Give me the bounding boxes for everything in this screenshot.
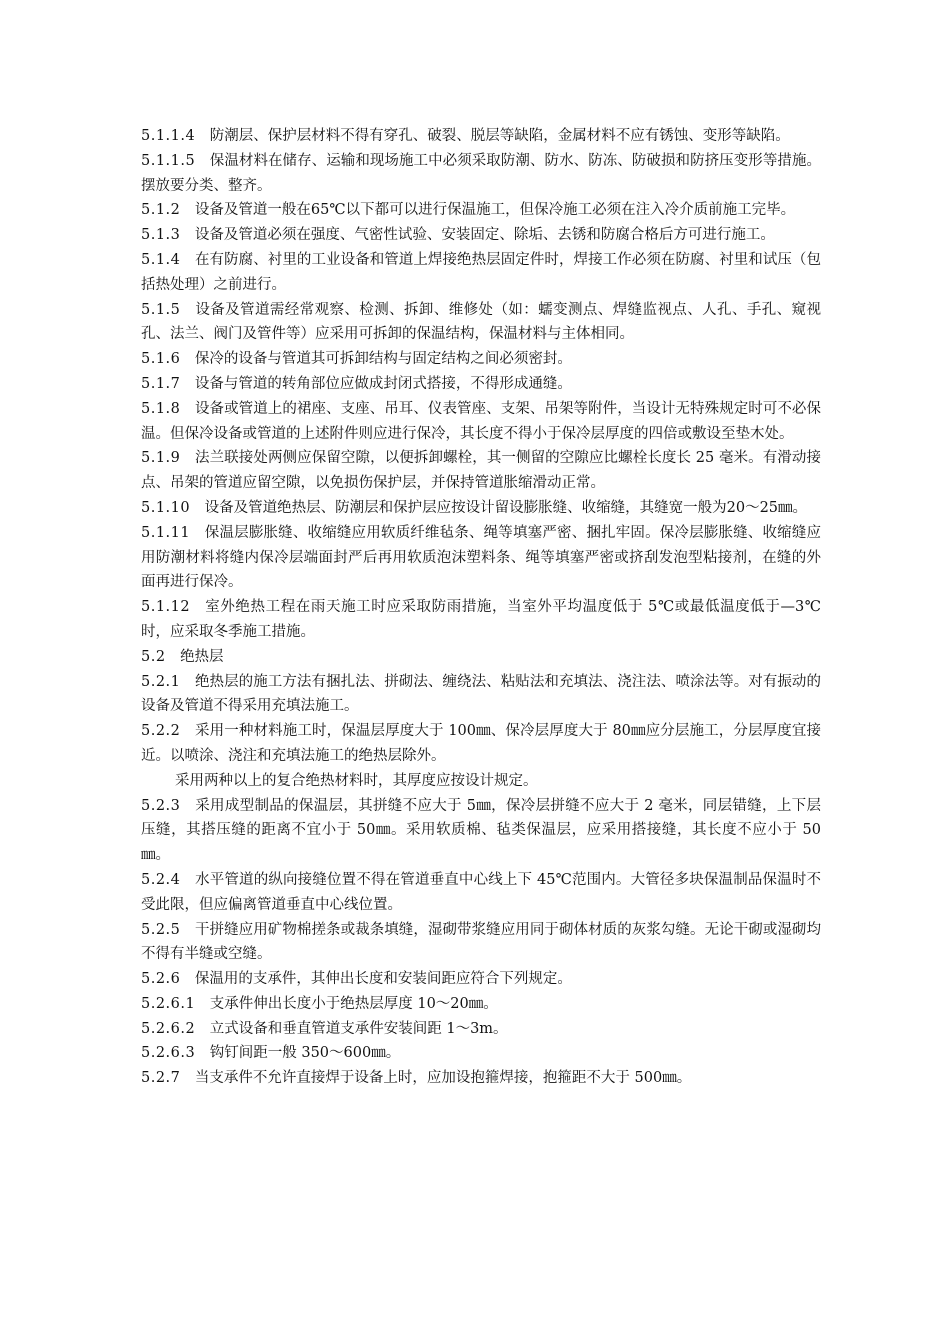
clause-paragraph xyxy=(141,223,821,248)
clause-number: 5.1.9 xyxy=(141,450,181,467)
clause-number: 5.1.5 xyxy=(141,301,181,318)
clause-paragraph xyxy=(141,124,821,149)
clause-number: 5.2 xyxy=(141,648,166,665)
clause-text: 采用两种以上的复合绝热材料时，其厚度应按设计规定。 xyxy=(175,772,538,789)
clause-paragraph xyxy=(141,347,821,372)
clause-text: 保温层膨胀缝、收缩缝应用软质纤维毡条、绳等填塞严密、捆扎牢固。保冷层膨胀缝、收缩缝应用防潮材料将缝内保冷层端面封严后再用软质泡沫塑料条、绳等填塞严密或挤刮发泡型粘接剂，在缝的外面再进行保冷。 xyxy=(141,524,821,591)
clause-text: 保温用的支承件，其伸出长度和安装间距应符合下列规定。 xyxy=(194,971,572,988)
clause-text: 设备或管道上的裙座、支座、吊耳、仪表管座、支架、吊架等附件，当设计无特殊规定时可不必保温。但保冷设备或管道的上述附件则应进行保冷，其长度不得小于保冷层厚度的四倍或敷设至垫木处。 xyxy=(141,400,821,442)
clause-number: 5.2.5 xyxy=(141,921,181,938)
clause-paragraph xyxy=(141,1066,821,1091)
clause-number: 5.2.6 xyxy=(141,971,181,988)
clause-text: 干拼缝应用矿物棉搓条或裁条填缝，湿砌带浆缝应用同于砌体材质的灰浆勾缝。无论干砌或湿砌均不得有半缝或空缝。 xyxy=(141,921,821,963)
clause-number: 5.1.11 xyxy=(141,524,191,541)
clause-number: 5.2.6.2 xyxy=(141,1020,196,1037)
clause-paragraph xyxy=(141,595,821,645)
clause-number: 5.1.12 xyxy=(141,599,191,616)
clause-text: 立式设备和垂直管道支承件安装间距 1～3m。 xyxy=(209,1020,508,1037)
clause-text: 防潮层、保护层材料不得有穿孔、破裂、脱层等缺陷，金属材料不应有锈蚀、变形等缺陷。 xyxy=(209,128,790,144)
clause-text: 水平管道的纵向接缝位置不得在管道垂直中心线上下 45℃范围内。大管径多块保温制品保温时不受此限，但应偏离管道垂直中心线位置。 xyxy=(141,871,821,913)
clause-paragraph xyxy=(141,521,821,595)
clause-paragraph xyxy=(141,198,821,223)
clause-paragraph xyxy=(141,298,821,348)
clause-text: 室外绝热工程在雨天施工时应采取防雨措施，当室外平均温度低于 5℃或最低温度低于—3℃时，应采取冬季施工措施。 xyxy=(141,599,821,640)
clause-text: 绝热层的施工方法有捆扎法、拼砌法、缠绕法、粘贴法和充填法、浇注法、喷涂法等。对有振动的设备及管道不得采用充填法施工。 xyxy=(141,673,821,715)
clause-paragraph xyxy=(141,496,821,521)
clause-number: 5.1.1.5 xyxy=(141,152,196,169)
clause-number: 5.1.2 xyxy=(141,202,181,219)
clause-text: 钩钉间距一般 350～600㎜。 xyxy=(209,1045,401,1062)
clause-text: 设备与管道的转角部位应做成封闭式搭接，不得形成通缝。 xyxy=(194,375,572,392)
clause-number: 5.2.1 xyxy=(141,673,181,690)
document-body xyxy=(141,124,821,1091)
clause-paragraph xyxy=(141,967,821,992)
clause-number: 5.1.7 xyxy=(141,375,181,392)
clause-paragraph xyxy=(141,149,821,199)
clause-number: 5.2.6.1 xyxy=(141,995,196,1012)
clause-text: 设备及管道需经常观察、检测、拆卸、维修处（如：蠕变测点、焊缝监视点、人孔、手孔、窥视孔、法兰、阀门及管件等）应采用可拆卸的保温结构，保温材料与主体相同。 xyxy=(141,301,821,343)
clause-text: 保温材料在储存、运输和现场施工中必须采取防潮、防水、防冻、防破损和防挤压变形等措施。摆放要分类、整齐。 xyxy=(141,152,821,194)
clause-paragraph xyxy=(141,918,821,968)
clause-number: 5.2.4 xyxy=(141,871,181,888)
clause-text: 采用成型制品的保温层，其拼缝不应大于 5㎜，保冷层拼缝不应大于 2 毫米，同层错缝，上下层压缝，其搭压缝的距离不宜小于 50㎜。采用软质棉、毡类保温层，应采用搭接缝，其长度不应小于 50㎜。 xyxy=(141,797,821,864)
clause-text: 保冷的设备与管道其可拆卸结构与固定结构之间必须密封。 xyxy=(194,351,572,368)
clause-paragraph xyxy=(141,645,821,670)
clause-text: 支承件伸出长度小于绝热层厚度 10～20㎜。 xyxy=(209,995,498,1012)
clause-paragraph xyxy=(141,248,821,298)
clause-text: 设备及管道必须在强度、气密性试验、安装固定、除垢、去锈和防腐合格后方可进行施工。 xyxy=(194,227,775,244)
clause-paragraph xyxy=(141,794,821,868)
clause-paragraph xyxy=(141,1041,821,1066)
clause-text: 当支承件不允许直接焊于设备上时，应加设抱箍焊接，抱箍距不大于 500㎜。 xyxy=(194,1070,692,1087)
clause-text: 设备及管道一般在65℃以下都可以进行保温施工，但保冷施工必须在注入冷介质前施工完毕。 xyxy=(194,202,796,219)
clause-paragraph xyxy=(141,992,821,1017)
clause-text: 绝热层 xyxy=(180,648,224,665)
clause-paragraph xyxy=(141,397,821,447)
clause-number: 5.2.7 xyxy=(141,1070,181,1087)
clause-number: 5.2.2 xyxy=(141,723,181,740)
clause-number: 5.1.10 xyxy=(141,499,191,516)
clause-text: 法兰联接处两侧应保留空隙，以便拆卸螺栓，其一侧留的空隙应比螺栓长度长 25 毫米。有滑动接点、吊架的管道应留空隙，以免损伤保护层，并保持管道胀缩滑动正常。 xyxy=(141,450,821,492)
clause-paragraph xyxy=(141,446,821,496)
clause-paragraph xyxy=(141,868,821,918)
clause-number: 5.1.1.4 xyxy=(141,128,196,144)
clause-text: 采用一种材料施工时，保温层厚度大于 100㎜、保冷层厚度大于 80㎜应分层施工，分层厚度宜接近。以喷涂、浇注和充填法施工的绝热层除外。 xyxy=(141,723,821,764)
clause-number: 5.1.4 xyxy=(141,251,181,268)
clause-number: 5.1.6 xyxy=(141,351,181,368)
clause-number: 5.2.6.3 xyxy=(141,1045,196,1062)
clause-paragraph xyxy=(141,1017,821,1042)
clause-text: 设备及管道绝热层、防潮层和保护层应按设计留设膨胀缝、收缩缝，其缝宽一般为20～25㎜。 xyxy=(204,499,808,516)
clause-number: 5.1.8 xyxy=(141,400,181,417)
clause-number: 5.1.3 xyxy=(141,227,181,244)
clause-text: 在有防腐、衬里的工业设备和管道上焊接绝热层固定件时，焊接工作必须在防腐、衬里和试压（包括热处理）之前进行。 xyxy=(141,251,821,293)
clause-paragraph xyxy=(141,372,821,397)
clause-paragraph xyxy=(141,719,821,769)
clause-number: 5.2.3 xyxy=(141,797,181,814)
clause-paragraph xyxy=(141,670,821,720)
clause-paragraph xyxy=(141,769,821,794)
